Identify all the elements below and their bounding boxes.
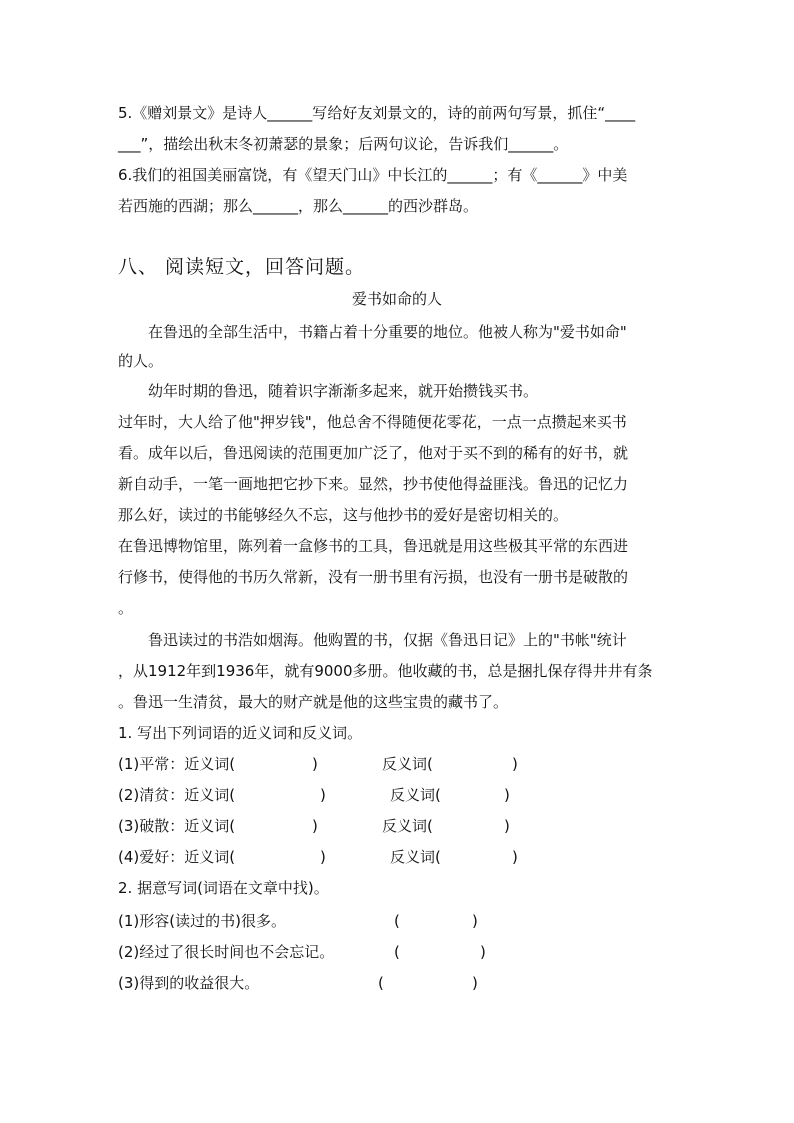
close-paren: ) — [504, 786, 510, 804]
passage-line: 鲁迅读过的书浩如烟海。他购置的书，仅据《鲁迅日记》上的"书帐"统计 — [148, 631, 627, 649]
row-label: (3)得到的收益很大。 — [118, 974, 260, 992]
passage-line: 看。成年以后，鲁迅阅读的范围更加广泛了，他对于买不到的稀有的好书，就 — [118, 444, 629, 462]
passage-line: 新自动手，一笔一画地把它抄下来。显然，抄书使他得益匪浅。鲁迅的记忆力 — [118, 475, 629, 493]
question-5-line-2: ___”，描绘出秋末冬初萧瑟的景象；后两句议论，告诉我们______。 — [118, 135, 569, 153]
row-label: (1)平常：近义词( — [118, 755, 236, 773]
passage-line: 幼年时期的鲁迅，随着识字渐渐多起来，就开始攒钱买书。 — [148, 382, 539, 400]
row-label: (3)破散：近义词( — [118, 817, 236, 835]
row-label: (4)爱好：近义词( — [118, 848, 236, 866]
row-label: (1)形容(读过的书)很多。 — [118, 912, 286, 930]
row-label: (2)清贫：近义词( — [118, 786, 236, 804]
passage-title: 爱书如命的人 — [351, 290, 442, 308]
passage-line: ，从1912年到1936年，就有9000多册。他收藏的书，总是捆扎保存得井井有条 — [118, 662, 653, 680]
question-2-prompt: 2. 据意写词(词语在文章中找)。 — [118, 879, 329, 897]
passage-line: 在鲁迅的全部生活中，书籍占着十分重要的地位。他被人称为"爱书如命" — [148, 323, 627, 341]
close-paren: ) — [480, 943, 486, 961]
section-heading: 八、 阅读短文，回答问题。 — [118, 256, 366, 278]
passage-line: 那么好，读过的书能够经久不忘，这与他抄书的爱好是密切相关的。 — [118, 506, 569, 524]
question-5-line-1: 5.《赠刘景文》是诗人______写给好友刘景文的，诗的前两句写景，抓住“____ — [118, 104, 636, 122]
close-paren: ) — [504, 817, 510, 835]
close-paren: ) — [320, 848, 326, 866]
antonym-label: 反义词( — [390, 848, 441, 866]
question-6-line-2: 若西施的西湖；那么______，那么______的西沙群岛。 — [118, 197, 479, 215]
passage-line: 行修书，使得他的书历久常新，没有一册书里有污损，也没有一册书是破散的 — [118, 568, 629, 586]
question-1-prompt: 1. 写出下列词语的近义词和反义词。 — [118, 724, 363, 742]
question-6-line-1: 6.我们的祖国美丽富饶，有《望天门山》中长江的______；有《______》中美 — [118, 166, 628, 184]
antonym-label: 反义词( — [382, 817, 433, 835]
close-paren: ) — [512, 755, 518, 773]
open-paren: ( — [394, 943, 400, 961]
open-paren: ( — [378, 974, 384, 992]
antonym-label: 反义词( — [382, 755, 433, 773]
close-paren: ) — [312, 817, 318, 835]
open-paren: ( — [394, 912, 400, 930]
close-paren: ) — [512, 848, 518, 866]
passage-line: 过年时，大人给了他"押岁钱"，他总舍不得随便花零花，一点一点攒起来买书 — [118, 413, 627, 431]
passage-line: 在鲁迅博物馆里，陈列着一盒修书的工具，鲁迅就是用这些极其平常的东西进 — [118, 537, 629, 555]
close-paren: ) — [312, 755, 318, 773]
row-label: (2)经过了很长时间也不会忘记。 — [118, 943, 335, 961]
close-paren: ) — [472, 912, 478, 930]
antonym-label: 反义词( — [390, 786, 441, 804]
close-paren: ) — [320, 786, 326, 804]
close-paren: ) — [472, 974, 478, 992]
passage-line: 的人。 — [118, 352, 164, 370]
passage-line: 。鲁迅一生清贫，最大的财产就是他的这些宝贵的藏书了。 — [118, 693, 509, 711]
passage-line: 。 — [118, 599, 134, 617]
